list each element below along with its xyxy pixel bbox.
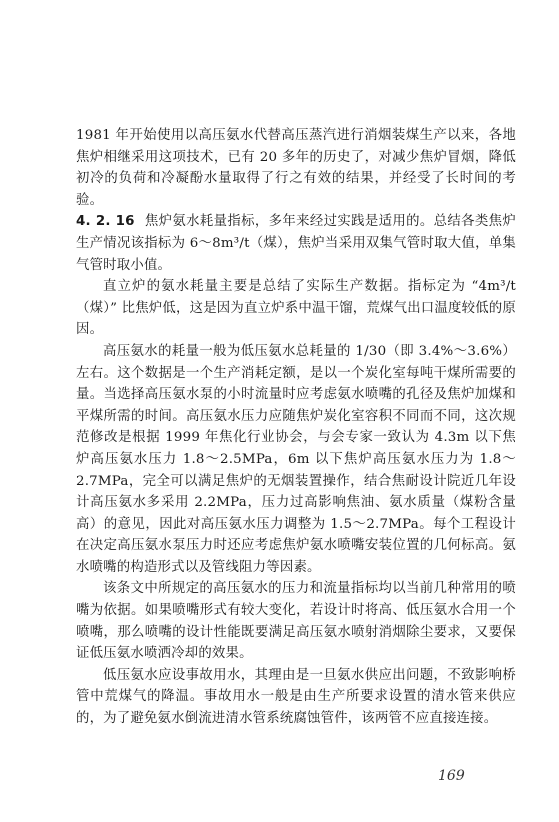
paragraph-high-pressure: 高压氨水的耗量一般为低压氨水总耗量的 1/30（即 3.4%～3.6%）左右。这个数据是一个生产消耗定额，是以一个炭化室每吨干煤所需要的量。当选择高压氨水泵的小时流量时应考虑氨水喷嘴的孔径及焦炉加煤和平煤所需的时间。高压氨水压力应随焦炉炭化室容积不同而不同，这次规范修改是根据 1999 年焦化行业协会，与会专家一致认为 4.3m 以下焦炉高压氨水压力 1.8～2.5MPa，6m 以下焦炉高压氨水压力为 1.8～2.7MPa，完全可以满足焦炉的无烟装置操作，结合焦耐设计院近几年设计高压氨水多采用 2.2MPa，压力过高影响焦油、氨水质量（煤粉含量高）的意见，因此对高压氨水压力调整为 1.5～2.7MPa。每个工程设计在决定高压氨水泵压力时还应考虑焦炉氨水喷嘴安装位置的几何标高。氨水喷嘴的构造形式以及管线阻力等因素。	[76, 343, 516, 575]
paragraph-nozzle: 该条文中所规定的高压氨水的压力和流量指标均以当前几种常用的喷嘴为依据。如果喷嘴形式有较大变化，若设计时将高、低压氨水合用一个喷嘴，那么喷嘴的设计性能既要满足高压氨水喷射消烟除尘要求，又要保证低压氨水喷洒冷却的效果。	[76, 581, 516, 662]
clause-4-2-16	[76, 211, 516, 276]
clause-text: 焦炉氨水耗量指标，多年来经过实践是适用的。总结各类焦炉生产情况该指标为 6～8m³/t（煤），焦炉当采用双集气管时取大值，单集气管时取小值。	[76, 214, 516, 273]
paragraph-vertical-retort: 直立炉的氨水耗量主要是总结了实际生产数据。指标定为 “4m³/t（煤）” 比焦炉低，这是因为直立炉系中温干馏，荒煤气出口温度较低的原因。	[76, 279, 516, 338]
clause-number: 4. 2. 16	[76, 214, 135, 230]
page-number: 169	[438, 768, 465, 784]
page-body	[76, 125, 516, 730]
paragraph-intro: 1981 年开始使用以高压氨水代替高压蒸汽进行消烟装煤生产以来，各地焦炉相继采用这项技术，已有 20 多年的历史了，对减少焦炉冒烟，降低初冷的负荷和冷凝酚水量取得了行之有效的结果，并经受了长时间的考验。	[76, 128, 516, 208]
paragraph-emergency-water: 低压氨水应设事故用水，其理由是一旦氨水供应出问题，不致影响桥管中荒煤气的降温。事故用水一般是由生产所要求设置的清水管来供应的，为了避免氨水倒流进清水管系统腐蚀管件，该两管不应直接连接。	[76, 667, 516, 727]
